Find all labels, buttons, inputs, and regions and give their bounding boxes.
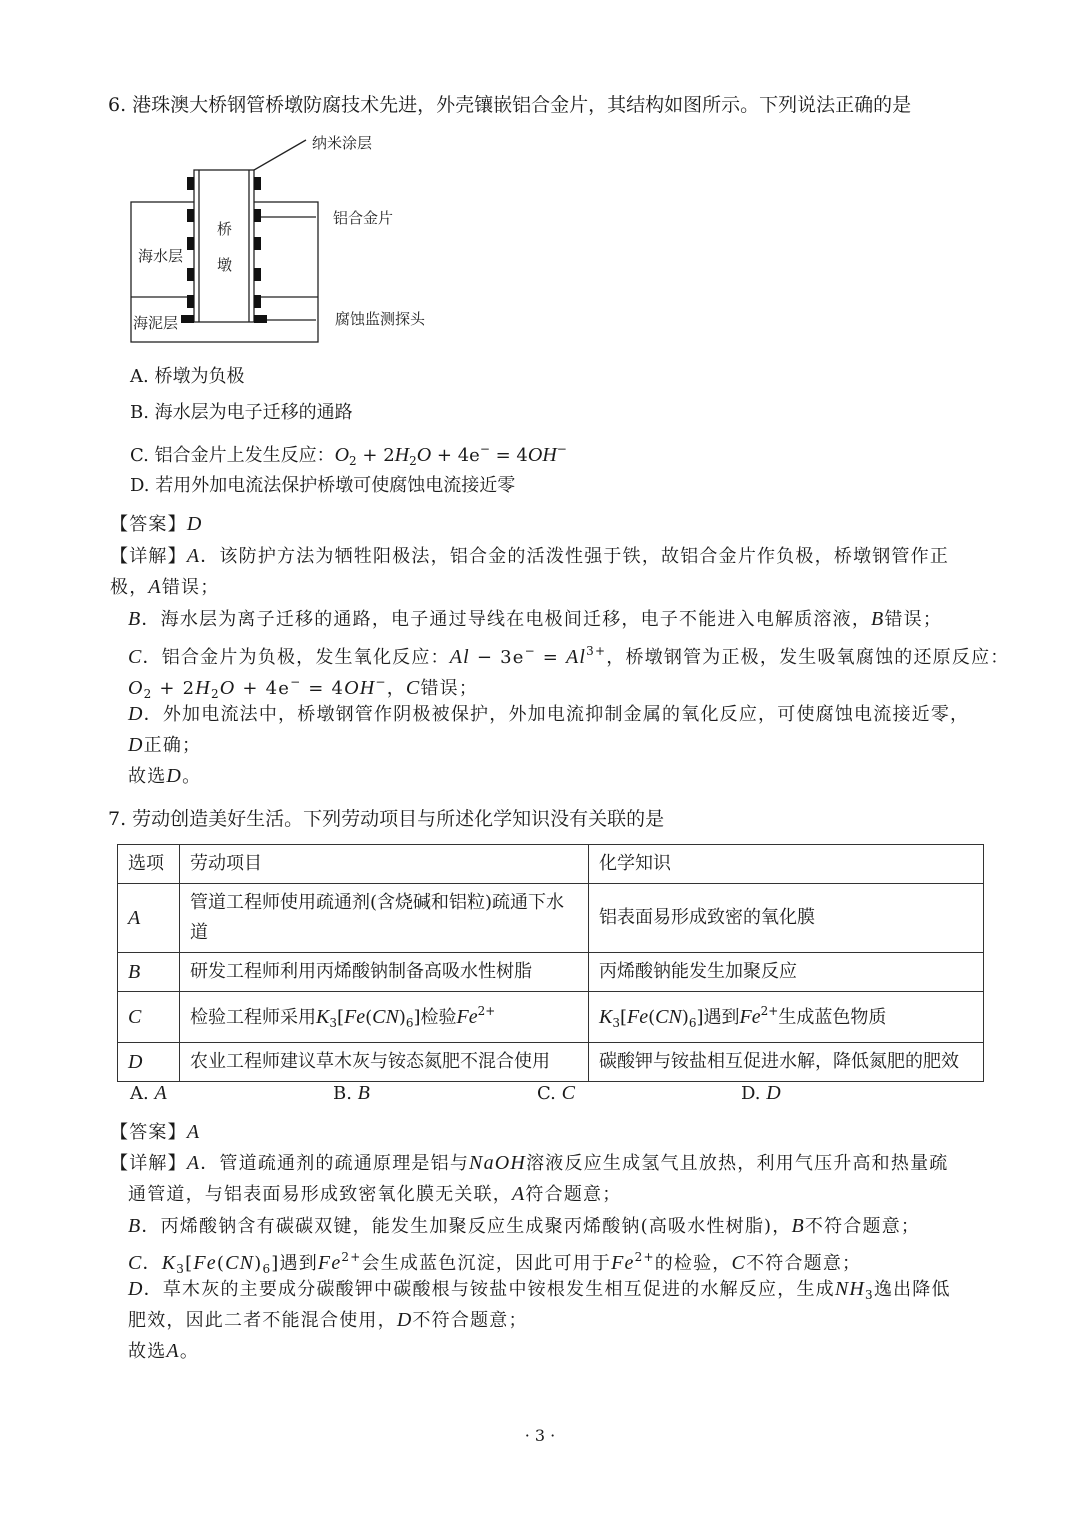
superscript: 2+ <box>477 1004 496 1018</box>
math-symbol: Fe <box>739 1006 761 1028</box>
row-option: D <box>118 1043 180 1082</box>
text-segment: 铝表面易形成致密的氧化膜 <box>599 907 815 928</box>
math-symbol: Al <box>565 646 587 668</box>
row-option: B <box>118 953 180 992</box>
explain-line <box>110 544 949 569</box>
table-row <box>118 884 984 953</box>
explain-line <box>128 607 942 632</box>
text-segment: ．丙烯酸钠含有碳碳双键，能发生加聚反应生成聚丙烯酸钠(高吸水性树脂)， <box>141 1216 792 1237</box>
text-segment: A. <box>130 1083 155 1104</box>
row-knowledge <box>589 884 984 953</box>
subscript: 3 <box>176 1262 186 1276</box>
explain-line <box>128 1339 199 1364</box>
text-segment: ．外加电流法中，桥墩钢管作阴极被保护，外加电流抑制金属的氧化反应，可使腐蚀电流接近零， <box>143 704 970 725</box>
table-row <box>118 992 984 1043</box>
q7-option-a <box>130 1081 167 1106</box>
subscript: 2 <box>143 687 153 701</box>
superscript: 2+ <box>341 1250 362 1264</box>
text-segment: 不符合题意； <box>746 1253 862 1274</box>
math-symbol: NH <box>834 1278 866 1300</box>
math-symbol: H <box>195 677 211 699</box>
text-segment: 【详解】 <box>110 546 187 567</box>
row-knowledge <box>589 1043 984 1082</box>
text-segment: 生成蓝色物质 <box>778 1007 887 1028</box>
text-segment: [ <box>336 1007 345 1028</box>
superscript: 3+ <box>586 644 607 658</box>
text-segment: + 4e <box>235 678 291 699</box>
math-symbol: B <box>871 608 885 630</box>
text-segment: 研发工程师利用丙烯酸钠制备高吸水性树脂 <box>190 961 532 982</box>
text-segment: − 3e <box>469 647 525 668</box>
table-row <box>118 953 984 992</box>
math-symbol: B <box>128 608 142 630</box>
row-labor <box>180 884 589 953</box>
row-knowledge <box>589 992 984 1043</box>
subscript: 6 <box>688 1016 697 1030</box>
explain-line <box>128 1308 528 1333</box>
explain-line <box>128 1277 951 1307</box>
explain-line <box>128 639 1009 670</box>
q6-option-d <box>130 474 515 498</box>
row-labor <box>180 992 589 1043</box>
text-segment: + 2 <box>152 678 196 699</box>
header-knowledge: 化学知识 <box>589 845 984 884</box>
text-segment: [ <box>619 1007 628 1028</box>
math-symbol: C <box>731 1252 747 1274</box>
label-sea-mud: 海泥层 <box>133 314 179 332</box>
header-option: 选项 <box>118 845 180 884</box>
text-segment: 通管道，与铝表面易形成致密氧化膜无关联， <box>128 1184 512 1205</box>
subscript: 2 <box>409 454 417 468</box>
q6-option-a <box>130 365 244 389</box>
math-symbol: CN <box>225 1252 255 1274</box>
text-segment: 丙烯酸钠能发生加聚反应 <box>599 961 797 982</box>
text-segment: 逸出降低 <box>873 1279 951 1300</box>
q6-answer <box>110 512 202 537</box>
explain-line <box>128 1245 861 1281</box>
math-symbol: CN <box>655 1006 682 1028</box>
label-seawater: 海水层 <box>138 247 184 265</box>
text-segment: C. 铝合金片上发生反应： <box>130 445 335 466</box>
explain-line <box>128 733 201 758</box>
math-symbol: C <box>128 1252 143 1274</box>
math-symbol: O <box>219 677 236 699</box>
text-segment: ．该防护方法为牺牲阳极法，铝合金的活泼性强于铁，故铝合金片作负极，桥墩钢管作正 <box>200 546 950 567</box>
math-symbol: H <box>394 444 410 466</box>
superscript: − <box>524 644 536 658</box>
math-symbol: OH <box>527 444 557 466</box>
table-row <box>118 1043 984 1082</box>
explain-line <box>128 1182 621 1207</box>
text-segment: 溶液反应生成氢气且放热，利用气压升高和热量疏 <box>526 1153 949 1174</box>
text-segment: = 4 <box>301 678 345 699</box>
math-symbol: Fe <box>456 1006 478 1028</box>
row-knowledge <box>589 953 984 992</box>
q7-option-d <box>741 1081 781 1106</box>
text-segment: 的检验， <box>654 1253 732 1274</box>
superscript: 2+ <box>760 1004 779 1018</box>
text-segment: 检验工程师采用 <box>190 1007 316 1028</box>
text-segment: ) <box>398 1007 406 1028</box>
text-segment: ) <box>254 1253 263 1274</box>
text-segment: 管道工程师使用疏通剂(含烧碱和铝粒)疏通下水道 <box>190 892 565 943</box>
text-segment: 错误； <box>161 577 220 598</box>
math-symbol: O <box>334 444 350 466</box>
superscript: − <box>556 442 567 456</box>
math-symbol: A <box>186 1121 201 1143</box>
math-symbol: K <box>599 1006 613 1028</box>
math-symbol: Fe <box>627 1006 649 1028</box>
math-symbol: D <box>186 513 203 535</box>
subscript: 3 <box>329 1016 337 1030</box>
math-symbol: C <box>405 677 421 699</box>
text-segment: 不符合题意； <box>804 1216 921 1237</box>
text-segment: 会生成蓝色沉淀，因此可用于 <box>361 1253 612 1274</box>
superscript: − <box>479 442 490 456</box>
q7-option-c <box>537 1081 575 1106</box>
math-symbol: A <box>186 1152 201 1174</box>
text-segment: ， <box>386 678 406 699</box>
q6-option-b <box>130 401 353 425</box>
text-segment: A. 桥墩为负极 <box>130 366 245 387</box>
math-symbol: D <box>166 765 183 787</box>
text-segment: ( <box>216 1253 226 1274</box>
text-segment: 极， <box>110 577 149 598</box>
text-segment: D. 若用外加电流法保护桥墩可使腐蚀电流接近零 <box>130 475 516 496</box>
label-pier-1: 桥 <box>217 220 233 238</box>
math-symbol: A <box>166 1340 180 1362</box>
text-segment: 错误； <box>420 678 479 699</box>
subscript: 3 <box>865 1288 874 1302</box>
math-symbol: C <box>128 646 143 668</box>
text-segment: ) <box>681 1007 689 1028</box>
text-segment: 肥效，因此二者不能混合使用， <box>128 1310 397 1331</box>
q7-stem <box>108 807 664 831</box>
text-segment: 7. 劳动创造美好生活。下列劳动项目与所述化学知识没有关联的是 <box>108 808 665 830</box>
subscript: 3 <box>612 1016 620 1030</box>
subscript: 6 <box>262 1262 272 1276</box>
text-segment: 正确； <box>143 735 202 756</box>
math-symbol: D <box>396 1309 413 1331</box>
label-corrosion-probe: 腐蚀监测探头 <box>335 310 426 328</box>
explain-line <box>128 764 201 789</box>
pier-structure-diagram <box>120 130 460 345</box>
math-symbol: D <box>128 703 144 725</box>
math-symbol: CN <box>372 1006 399 1028</box>
text-segment: 故选 <box>128 1341 167 1362</box>
label-alloy-plate: 铝合金片 <box>333 209 394 227</box>
math-symbol: D <box>128 734 144 756</box>
explain-line <box>110 1151 948 1176</box>
math-symbol: Fe <box>611 1252 635 1274</box>
text-segment: 故选 <box>128 766 167 787</box>
text-segment: ]遇到 <box>271 1253 318 1274</box>
math-symbol: A <box>154 1082 167 1104</box>
subscript: 2 <box>210 687 220 701</box>
math-symbol: B <box>357 1082 370 1104</box>
superscript: − <box>290 675 302 689</box>
text-segment: 。 <box>182 766 202 787</box>
row-labor <box>180 1043 589 1082</box>
text-segment: 6. 港珠澳大桥钢管桥墩防腐技术先进，外壳镶嵌铝合金片，其结构如图所示。下列说法正确的是 <box>108 94 912 116</box>
text-segment: = 4 <box>489 445 528 466</box>
text-segment: D. <box>741 1083 767 1104</box>
header-labor: 劳动项目 <box>180 845 589 884</box>
text-segment: ．草木灰的主要成分碳酸钾中碳酸根与铵盐中铵根发生相互促进的水解反应，生成 <box>143 1279 835 1300</box>
math-symbol: D <box>766 1082 781 1104</box>
text-segment: 不符合题意； <box>412 1310 528 1331</box>
math-symbol: A <box>512 1183 526 1205</box>
text-segment: B. 海水层为电子迁移的通路 <box>130 402 353 423</box>
explain-line <box>128 670 478 706</box>
q7-table <box>117 844 984 1082</box>
superscript: 2+ <box>634 1250 655 1264</box>
label-pier-2: 墩 <box>217 256 233 274</box>
text-segment: 【答案】 <box>110 1122 187 1143</box>
text-segment: ( <box>648 1007 656 1028</box>
text-segment: + 4e <box>431 445 480 466</box>
text-segment: [ <box>185 1253 194 1274</box>
explain-line <box>128 702 969 727</box>
text-segment: 碳酸钾与铵盐相互促进水解，降低氮肥的肥效 <box>599 1051 959 1072</box>
math-symbol: NaOH <box>469 1152 527 1174</box>
row-option: C <box>118 992 180 1043</box>
text-segment: ．铝合金片为负极，发生氧化反应： <box>142 647 450 668</box>
math-symbol: A <box>148 576 162 598</box>
text-segment: ．管道疏通剂的疏通原理是铝与 <box>200 1153 470 1174</box>
math-symbol: Fe <box>193 1252 217 1274</box>
text-segment: 错误； <box>884 609 943 630</box>
superscript: − <box>375 675 387 689</box>
q7-option-b <box>333 1081 370 1106</box>
q6-stem <box>108 93 911 117</box>
math-symbol: B <box>128 1215 142 1237</box>
math-symbol: Fe <box>317 1252 342 1274</box>
text-segment: C. <box>537 1083 562 1104</box>
math-symbol: B <box>791 1215 805 1237</box>
math-symbol: Fe <box>344 1006 366 1028</box>
text-segment: + 2 <box>356 445 395 466</box>
page-number: · 3 · <box>524 1426 556 1445</box>
math-symbol: O <box>416 444 432 466</box>
math-symbol: K <box>316 1006 330 1028</box>
q7-answer <box>110 1120 200 1145</box>
explain-line <box>128 1214 920 1239</box>
text-segment: ．海水层为离子迁移的通路，电子通过导线在电极间迁移，电子不能进入电解质溶液， <box>141 609 872 630</box>
explain-line <box>110 575 219 600</box>
label-nano-coating: 纳米涂层 <box>312 134 373 152</box>
q6-option-c <box>130 437 567 473</box>
math-symbol: O <box>128 677 144 699</box>
text-segment: 符合题意； <box>525 1184 622 1205</box>
text-segment: B. <box>333 1083 358 1104</box>
text-segment: ( <box>365 1007 373 1028</box>
text-segment: 。 <box>179 1341 200 1362</box>
math-symbol: A <box>186 545 201 567</box>
table-header-row <box>118 845 984 884</box>
text-segment: 【答案】 <box>110 514 187 535</box>
text-segment: 【详解】 <box>110 1153 187 1174</box>
math-symbol: C <box>561 1082 575 1104</box>
text-segment: ]遇到 <box>696 1007 740 1028</box>
row-labor <box>180 953 589 992</box>
math-symbol: OH <box>344 677 376 699</box>
subscript: 2 <box>349 454 357 468</box>
subscript: 6 <box>405 1016 414 1030</box>
row-option: A <box>118 884 180 953</box>
math-symbol: D <box>128 1278 144 1300</box>
text-segment: 农业工程师建议草木灰与铵态氮肥不混合使用 <box>190 1051 550 1072</box>
text-segment: ]检验 <box>413 1007 457 1028</box>
text-segment: ． <box>142 1253 162 1274</box>
text-segment: ，桥墩钢管为正极，发生吸氧腐蚀的还原反应： <box>606 647 1010 668</box>
math-symbol: Al <box>449 646 470 668</box>
text-segment: = <box>535 647 566 668</box>
math-symbol: K <box>161 1252 177 1274</box>
